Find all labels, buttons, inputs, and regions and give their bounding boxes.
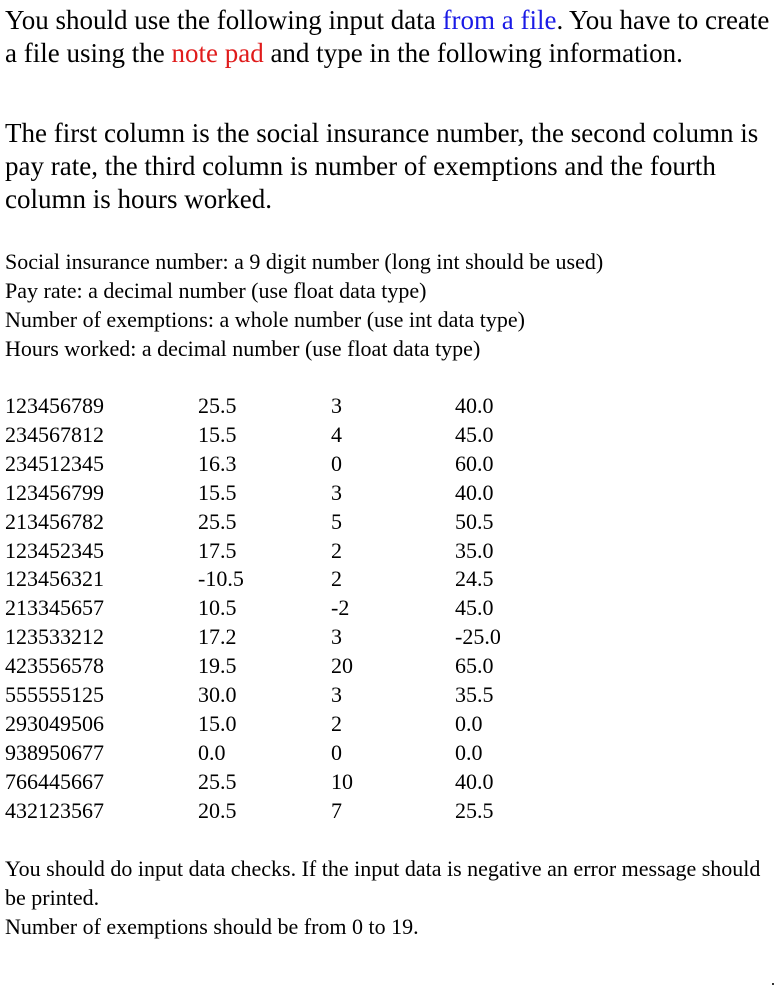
sin-cell: 213345657	[5, 595, 104, 621]
pay-rate-cell: 10.5	[198, 595, 237, 621]
exemptions-cell: 2	[331, 537, 342, 563]
exemptions-cell: 3	[331, 682, 342, 708]
sin-cell: 432123567	[5, 797, 104, 823]
sin-cell: 123456789	[5, 393, 104, 418]
sin-cell: 234567812	[5, 421, 104, 447]
table-row	[5, 421, 575, 450]
sin-cell: 123456799	[5, 479, 104, 505]
input-data-table	[5, 392, 575, 826]
pay-rate-cell: 17.2	[198, 624, 237, 650]
corner-dot	[772, 983, 774, 985]
field-note-pay-rate: Pay rate: a decimal number (use float data type)	[5, 278, 427, 303]
hours-cell: 0.0	[455, 710, 483, 736]
input-checks-note	[5, 854, 777, 941]
hours-cell: -25.0	[455, 624, 501, 650]
pay-rate-cell: -10.5	[198, 566, 244, 592]
hours-cell: 45.0	[455, 421, 494, 447]
intro-text-3: and type in the following information.	[263, 38, 683, 68]
sin-cell: 123456321	[5, 566, 104, 592]
exemptions-cell: 20	[331, 653, 353, 679]
table-row	[5, 681, 575, 710]
hours-cell: 24.5	[455, 566, 494, 592]
sin-cell: 123533212	[5, 624, 104, 650]
table-row	[5, 392, 575, 421]
checks-exemptions-range-note: Number of exemptions should be from 0 to 19.	[5, 913, 419, 939]
exemptions-cell: 2	[331, 710, 342, 736]
exemptions-cell: 10	[331, 768, 353, 794]
field-note-exemptions: Number of exemptions: a whole number (use int data type)	[5, 307, 525, 332]
exemptions-cell: 5	[331, 508, 342, 534]
pay-rate-cell: 15.0	[198, 710, 237, 736]
exemptions-cell: 0	[331, 739, 342, 765]
hours-cell: 25.5	[455, 797, 494, 823]
pay-rate-cell: 15.5	[198, 421, 237, 447]
exemptions-cell: 2	[331, 566, 342, 592]
hours-cell: 60.0	[455, 450, 494, 476]
hours-cell: 40.0	[455, 768, 494, 794]
hours-cell: 35.0	[455, 537, 494, 563]
sin-cell: 766445667	[5, 768, 104, 794]
sin-cell: 123452345	[5, 537, 104, 563]
hours-cell: 40.0	[455, 393, 494, 418]
field-note-sin: Social insurance number: a 9 digit number (long int should be used)	[5, 249, 604, 274]
sin-cell: 293049506	[5, 710, 104, 736]
sin-cell: 213456782	[5, 508, 104, 534]
exemptions-cell: 7	[331, 797, 342, 823]
document-page	[5, 0, 777, 941]
table-row	[5, 768, 575, 797]
from-a-file-link[interactable]: from a file	[442, 5, 557, 35]
pay-rate-cell: 25.5	[198, 508, 237, 534]
sin-cell: 234512345	[5, 450, 104, 476]
table-row	[5, 652, 575, 681]
intro-text-1: You should use the following input data	[5, 5, 443, 35]
hours-cell: 35.5	[455, 682, 494, 708]
note-pad-link[interactable]: note pad	[171, 38, 264, 68]
exemptions-cell: 3	[331, 624, 342, 650]
exemptions-cell: 0	[331, 450, 342, 476]
checks-negative-note: You should do input data checks. If the input data is negative an error message should be printed.	[5, 855, 761, 910]
hours-cell: 0.0	[455, 739, 483, 765]
sin-cell: 555555125	[5, 682, 104, 708]
table-row	[5, 508, 575, 537]
sin-cell: 938950677	[5, 739, 104, 765]
sin-cell: 423556578	[5, 653, 104, 679]
columns-description: The first column is the social insurance number, the second column is pay rate, the third column is number of exemptions and the fourth column is hours worked.	[5, 118, 759, 214]
exemptions-cell: 3	[331, 479, 342, 505]
pay-rate-cell: 17.5	[198, 537, 237, 563]
exemptions-cell: 4	[331, 421, 342, 447]
pay-rate-cell: 15.5	[198, 479, 237, 505]
intro-paragraph	[5, 4, 777, 70]
table-row	[5, 565, 575, 594]
exemptions-cell: 3	[331, 393, 342, 418]
hours-cell: 50.5	[455, 508, 494, 534]
table-row	[5, 537, 575, 566]
table-row	[5, 797, 575, 826]
table-row	[5, 594, 575, 623]
exemptions-cell: -2	[331, 595, 350, 621]
intro-text-2: . You have to create a file using the	[5, 5, 770, 68]
table-row	[5, 623, 575, 652]
pay-rate-cell: 30.0	[198, 682, 237, 708]
table-row	[5, 739, 575, 768]
hours-cell: 40.0	[455, 479, 494, 505]
pay-rate-cell: 19.5	[198, 653, 237, 679]
hours-cell: 45.0	[455, 595, 494, 621]
hours-cell: 65.0	[455, 653, 494, 679]
pay-rate-cell: 16.3	[198, 450, 237, 476]
table-row	[5, 450, 575, 479]
pay-rate-cell: 0.0	[198, 739, 226, 765]
pay-rate-cell: 25.5	[198, 768, 237, 794]
table-row	[5, 710, 575, 739]
pay-rate-cell: 20.5	[198, 797, 237, 823]
pay-rate-cell: 25.5	[198, 393, 237, 418]
field-notes	[5, 247, 777, 363]
field-note-hours: Hours worked: a decimal number (use float data type)	[5, 336, 481, 361]
table-row	[5, 479, 575, 508]
